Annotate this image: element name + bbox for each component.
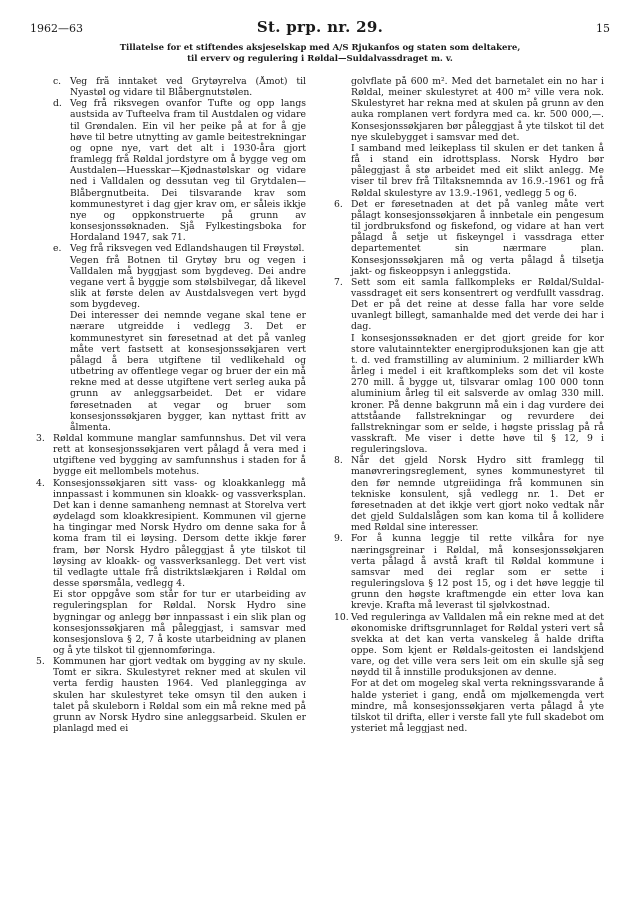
item-paragraph: Sett som eit samla fallkompleks er Røldal/Suldal-vassdraget eit sers konsentrert og verdfullt vassdrag. Det er på det reine at desse falla har vore selde uvanlegt billegt, samanhalde med det verde dei har i dag. (351, 276, 604, 333)
item-marker: c. (53, 76, 62, 87)
item-marker: 9. (334, 533, 343, 545)
right-column (334, 76, 604, 886)
continued-text (351, 76, 604, 199)
item-paragraph: Ved reguleringa av Valldalen må ein rekne med at det økonomiske driftsgrunnlaget for Røldal ysteri vert så svekka at det kan verta vanskeleg å halde drifta oppe. Som kjent er Røldals-geitosten ei landskjend vare, og det ville vera sers leit om ein skulle sjå seg nøydd til å innstille produksjonen av denne. (351, 611, 604, 679)
item-paragraph: Vegen frå Botnen til Grytøy bru og vegen i Valldalen må byggjast som bygdeveg. Dei andre vegane vert å byggje som stølsbilvegar, då likevel slik at første delen av Austdalsvegen vert bygd som bygdeveg. (70, 254, 306, 311)
item-marker: 8. (334, 455, 343, 467)
item-marker: d. (53, 98, 62, 110)
item-paragraph: Konsesjonssøkjaren sitt vass- og kloakkanlegg må innpassast i kommunen sin kloakk- og vassverksplan. Det kan i denne samanheng nemnast at Storelva vert øydelagd som kloakkresipient. Kommunen vil gjerne ha tingingar med Norsk Hydro om denne saka for å koma fram til ei løysing. Dersom dette ikkje fører fram, bør Norsk Hydro påleggjast å yte tilskot til løysing av kloakk- og vassverksanlegg. Det vert vist til vedlagte uttale frå distriktslækjaren i Røldal om desse spørsmåla, vedlegg 4. (53, 477, 306, 590)
list-item-8 (334, 455, 604, 533)
item-paragraph: Kommunen har gjort vedtak om bygging av ny skule. Tomt er sikra. Skulestyret rekner med at skulen vil verta ferdig hausten 1964. Ved planlegginga av skulen har skulestyret teke omsyn til den auken i talet på skuleborn i Røldal som ein må rekne med på grunn av Norsk Hydro sine anleggsarbeid. Skulen er planlagd med ei (53, 656, 306, 735)
item-paragraph: Veg frå inntaket ved Grytøyrelva (Åmot) til Nyastøl og vidare til Blåbergnutstølen. (70, 76, 306, 99)
item-paragraph: Dei interesser dei nemnde vegane skal tene er nærare utgreidde i vedlegg 3. Det er kommunestyret sin føresetnad at det på vanleg måte vert fastsett at konsesjonssøkjaren vert pålagd å bera utgiftene til vedlikehald og utbetring av offentlege vegar og bruer der ein må rekne med at desse utgiftene vert serleg auka på grunn av anleggsarbeidet. Det er vidare føresetnaden at vegar og bruer som konsesjonssøkjaren bygger, kan nyttast fritt av ålmenta. (70, 310, 306, 433)
item-marker: 4. (36, 477, 45, 489)
header-years: 1962—63 (30, 22, 83, 35)
running-subtitle (30, 43, 610, 65)
item-paragraph: I samband med leikeplass til skulen er det tanken å få i stand ein idrottsplass. Norsk Hydro bør påleggjast å stø arbeidet med eit slikt anlegg. Me viser til brev frå Tiltaksnemnda av 16.9.-1961 og frå Røldal skulestyre av 13.9.-1961, vedlegg 5 og 6. (351, 142, 604, 199)
item-paragraph: Når det gjeld Norsk Hydro sitt framlegg til manøvreringsreglement, synes kommunestyret til den før nemnde utgreiidinga frå kommunen sin tekniske konsulent, sjå vedlegg nr. 1. Det er føresetnaden at det ikkje vert gjort noko vedtak når det gjeld Suldalslågen som kan koma til å kollidere med Røldal sine interesser. (351, 455, 604, 534)
item-marker: e. (53, 243, 62, 255)
item-marker: 5. (36, 656, 45, 668)
list-item-7 (334, 277, 604, 456)
list-item-9 (334, 533, 604, 611)
subtitle-line-1: Tillatelse for et stiftendes aksjeselskap med A/S Rjukanfos og staten som deltakere, (119, 43, 521, 53)
list-item-c (53, 76, 306, 98)
subtitle-line-2: til erverv og regulering i Røldal—Suldalvassdraget m. v. (187, 54, 453, 64)
list-item-3 (36, 433, 306, 478)
item-paragraph: Det er føresetnaden at det på vanleg måte vert pålagt konsesjonssøkjaren å innbetale ein pengesum til jordbruksfond og fiskefond, og vidare at han vert pålagd å setje ut fiskeyngel i vassdraga etter departementet sin nærmare plan. Konsesjonssøkjaren må og verta pålagd å tilsetja jakt- og fiskeoppsyn i anleggstida. (351, 198, 604, 277)
left-column (36, 76, 306, 886)
item-marker: 7. (334, 276, 343, 288)
page-number: 15 (596, 22, 610, 35)
list-item-6 (334, 199, 604, 277)
item-paragraph: For å kunna leggje til rette vilkåra for nye næringsgreinar i Røldal, må konsesjonssøkjaren verta pålagd å avstå kraft til Røldal kommune i samsvar med dei reglar som er sette i reguleringslova § 12 post 15, og i det høve leggje til grunn den høgste kraftmengde ein etter lova kan krevje. Krafta må leverast til sjølvkostnad. (351, 533, 604, 612)
item-paragraph: For at det om mogeleg skal verta rekningssvarande å halde ysteriet i gang, endå om mjølkemengda vert mindre, må konsesjonssøkjaren verta pålagd å yte tilskot til drifta, eller i verste fall yte full skadebot om ysteriet må leggjast ned. (351, 678, 604, 735)
item-marker: 3. (36, 433, 45, 444)
list-item-10 (334, 612, 604, 735)
list-item-5 (36, 656, 306, 734)
item-paragraph: golvflate på 600 m². Med det barnetalet ein no har i Røldal, meiner skulestyret at 400 m² ville vera nok. Skulestyret har rekna med at skulen på grunn av den auka romplanen vert fordyra med ca. kr. 500 000,—. Konsesjonssøkjaren bør påleggjast å yte tilskot til det nye skulebygget i samsvar med det. (351, 76, 604, 143)
list-item-e (53, 243, 306, 433)
item-paragraph: Røldal kommune manglar samfunnshus. Det vil vera rett at konsesjonssøkjaren vert pålagd å vera med i utgiftene ved bygging av samfunnshus i staden for å bygge eit mellombels motehus. (53, 433, 306, 478)
item-paragraph: Ei stor oppgåve som står for tur er utarbeiding av reguleringsplan for Røldal. Norsk Hydro sine bygningar og anlegg bør innpassast i ein slik plan og konsesjonssøkjaren må påleggjast, i samsvar med konsesjonslova § 2, 7 å koste utarbeidning av planen og å yte tilskot til gjennomføringa. (53, 589, 306, 656)
item-paragraph: Veg frå riksvegen ved Edlandshaugen til Frøystøl. (70, 243, 305, 255)
item-paragraph: Veg frå riksvegen ovanfor Tufte og opp langs austsida av Tufteelva fram til Austdalen og vidare til Grøndalen. Ein vil her peike på at for å gje høve til betre utnytting av gamle beitestrekningar og opne nye, vart det alt i 1930-åra gjort framlegg frå Røldal jordstyre om å bygge veg om Austdalen—Huesskar—Kjødnastølskar og vidare ned i Valldalen og dessutan veg til Grytdalen—Blåbergnutbeita. Dei tilsvarande krav som kommunestyret i dag gjer krav om, er såleis ikkje nye og oppkonstruerte på grunn av konsesjonssøknaden. Sjå Fylkestingsboka for Hordaland 1947, sak 71. (70, 98, 306, 244)
list-item-4 (36, 478, 306, 657)
item-marker: 6. (334, 198, 343, 210)
document-title: St. prp. nr. 29. (256, 18, 384, 36)
item-marker: 10. (334, 611, 349, 623)
list-item-d (53, 98, 306, 243)
item-paragraph: I konsesjonssøknaden er det gjort greide for kor store valutainntekter energiproduksjonen kan gje att t. d. ved framstilling av aluminium. 2 milliarder kWh årleg i medel i eit kraftkompleks som det vil koste 270 mill. å bygge ut, tilsvarar omlag 100 000 tonn aluminium årleg til eit salsverde av omlag 330 mill. kroner. På denne bakgrunn må ein i dag vurdere dei attståande fallstrekningar og revurdere dei fallstrekningar som er selde, i høgste prisslag på rå vasskraft. Me viser i dette høve til § 12, 9 i reguleringslova. (351, 332, 604, 456)
